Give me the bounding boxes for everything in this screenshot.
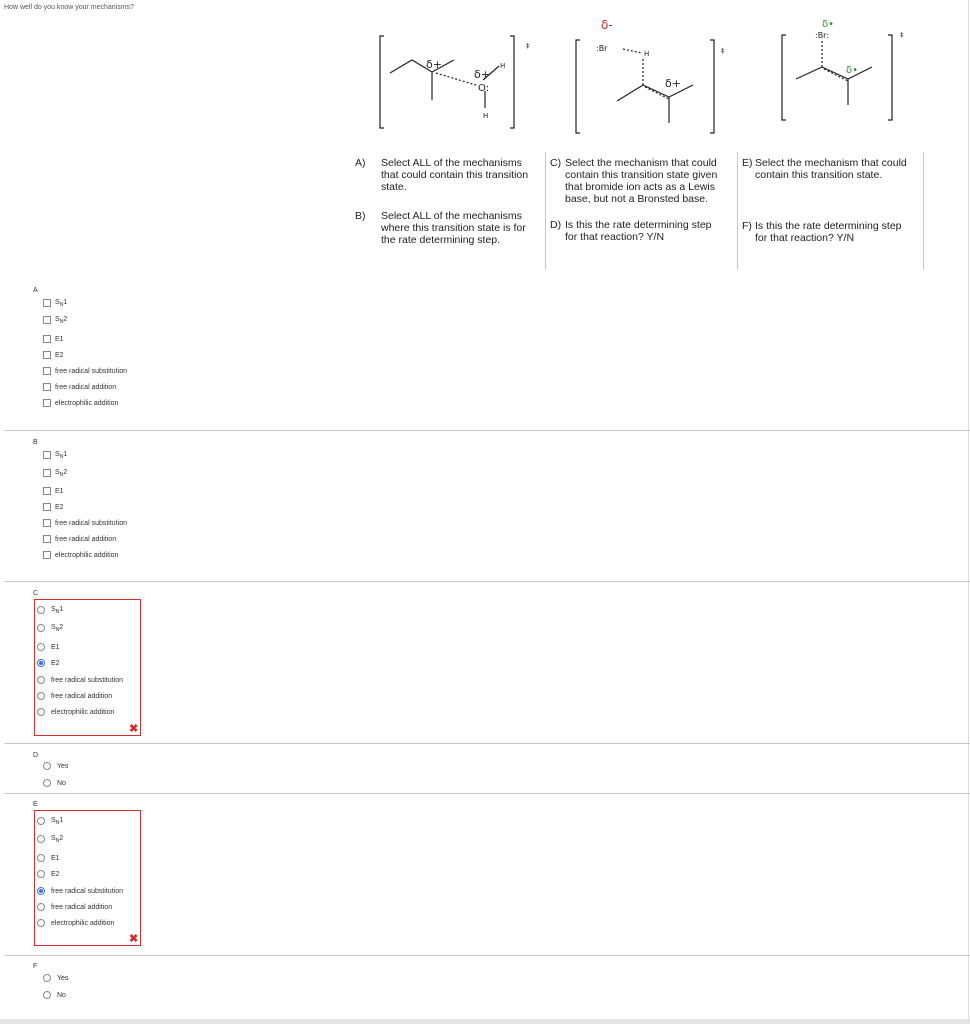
column-divider-2	[737, 152, 738, 270]
radio[interactable]	[37, 919, 45, 927]
option-label: E2	[51, 659, 60, 667]
x-mark-icon: ✖	[129, 723, 139, 735]
question-a-text: Select ALL of the mechanisms that could contain this transition state.	[381, 157, 529, 193]
option-label: $S_N2$	[55, 315, 68, 325]
question-e	[742, 157, 927, 185]
structure-1-delta-2: δ+	[474, 68, 490, 81]
checkbox[interactable]	[43, 316, 51, 324]
section-b-option-frs[interactable]	[43, 517, 127, 529]
section-a-option-sn2[interactable]	[43, 314, 67, 326]
option-label: electrophilic addition	[51, 708, 115, 716]
question-e-letter: E)	[742, 157, 753, 169]
option-label: Yes	[57, 974, 69, 982]
structure-1-dagger: ‡	[526, 42, 530, 50]
question-d-text: Is this the rate determining step for that reaction? Y/N	[565, 219, 712, 243]
section-e-label: E	[33, 801, 38, 808]
divider	[4, 793, 970, 794]
question-c-letter: C)	[550, 157, 562, 169]
radio-selected[interactable]	[37, 659, 45, 667]
section-f-label: F	[33, 963, 38, 970]
section-a-option-fra[interactable]	[43, 381, 116, 393]
column-divider-1	[545, 152, 546, 270]
option-label: E2	[51, 870, 60, 878]
structure-2-dagger: ‡	[721, 47, 725, 55]
question-f-letter: F)	[742, 220, 752, 232]
structure-2-image	[565, 15, 740, 140]
option-label: No	[57, 779, 66, 787]
section-a-option-e2[interactable]	[43, 349, 64, 361]
column-divider-3	[923, 152, 924, 270]
option-label: free radical substitution	[51, 676, 123, 684]
structure-1-oxygen: O:	[478, 83, 490, 94]
option-label: electrophilic addition	[55, 399, 119, 407]
structure-1-h-top: H	[500, 62, 506, 70]
radio[interactable]	[37, 854, 45, 862]
question-d	[550, 219, 735, 247]
radio[interactable]	[37, 624, 45, 632]
radio[interactable]	[43, 779, 51, 787]
option-label: $S_N1$	[51, 605, 64, 615]
question-e-text: Select the mechanism that could contain this transition state.	[755, 157, 907, 181]
option-label: free radical addition	[51, 903, 113, 911]
checkbox[interactable]	[43, 367, 51, 375]
option-label: E1	[51, 854, 60, 862]
radio[interactable]	[37, 606, 45, 614]
page-title: How well do you know your mechanisms?	[4, 4, 134, 11]
bottom-bar	[0, 1019, 970, 1024]
checkbox[interactable]	[43, 535, 51, 543]
section-a-option-ea[interactable]	[43, 397, 118, 409]
radio[interactable]	[43, 974, 51, 982]
section-c-label: C	[33, 590, 39, 597]
divider	[4, 581, 970, 582]
option-label: $S_N2$	[55, 468, 68, 478]
divider	[4, 743, 970, 744]
section-c-option-sn1[interactable]	[37, 604, 63, 616]
question-f	[742, 220, 927, 248]
structure-1-delta-1: δ+	[426, 58, 442, 71]
section-e-option-sn2[interactable]	[37, 833, 63, 845]
section-a-option-e1[interactable]	[43, 333, 64, 345]
checkbox[interactable]	[43, 469, 51, 477]
section-c-option-sn2[interactable]	[37, 622, 63, 634]
option-label: free radical substitution	[55, 519, 127, 527]
section-a-option-sn1[interactable]	[43, 297, 67, 309]
structure-1-image	[370, 28, 545, 138]
checkbox[interactable]	[43, 451, 51, 459]
question-c-text: Select the mechanism that could contain this transition state given that bromide ion acts as a Lewis base, but not a Bronsted base.	[565, 157, 718, 205]
radio[interactable]	[43, 991, 51, 999]
radio[interactable]	[37, 676, 45, 684]
divider	[4, 955, 970, 956]
section-e-option-frs[interactable]	[37, 885, 123, 897]
section-d-label: D	[33, 752, 39, 759]
structure-3-dagger: ‡	[900, 31, 904, 39]
radio[interactable]	[37, 708, 45, 716]
section-b-option-e1[interactable]	[43, 485, 64, 497]
option-label: electrophilic addition	[51, 919, 115, 927]
question-b-letter: B)	[355, 210, 366, 222]
checkbox[interactable]	[43, 335, 51, 343]
x-mark-icon: ✖	[129, 933, 139, 945]
option-label: E1	[51, 643, 60, 651]
section-f-option-yes[interactable]	[43, 972, 68, 984]
section-b-option-ea[interactable]	[43, 549, 118, 561]
option-label: E1	[55, 487, 64, 495]
option-label: E2	[55, 351, 64, 359]
section-b-option-sn1[interactable]	[43, 449, 67, 461]
option-label: free radical addition	[51, 692, 113, 700]
option-label: free radical substitution	[55, 367, 127, 375]
question-d-letter: D)	[550, 219, 562, 231]
question-c	[550, 157, 735, 209]
radio[interactable]	[37, 835, 45, 843]
section-e-option-e1[interactable]	[37, 852, 60, 864]
option-label: free radical addition	[55, 535, 117, 543]
option-label: free radical substitution	[51, 887, 123, 895]
option-label: $S_N1$	[55, 298, 68, 308]
structure-3-delta-mid: δ•	[846, 65, 859, 76]
section-e-option-ea[interactable]	[37, 917, 114, 929]
checkbox[interactable]	[43, 551, 51, 559]
question-a-letter: A)	[355, 157, 366, 169]
structure-2-hydrogen: H	[644, 50, 650, 58]
checkbox[interactable]	[43, 487, 51, 495]
section-b-option-e2[interactable]	[43, 501, 64, 513]
radio[interactable]	[37, 643, 45, 651]
radio[interactable]	[37, 692, 45, 700]
option-label: $S_N2$	[51, 623, 64, 633]
radio[interactable]	[43, 762, 51, 770]
section-a-label: A	[33, 287, 38, 294]
structure-1-h-bottom: H	[483, 112, 489, 120]
option-label: $S_N2$	[51, 834, 64, 844]
radio[interactable]	[37, 817, 45, 825]
section-c-option-e2[interactable]	[37, 657, 60, 669]
radio-selected[interactable]	[37, 887, 45, 895]
section-b-label: B	[33, 439, 38, 446]
option-label: electrophilic addition	[55, 551, 119, 559]
question-f-text: Is this the rate determining step for that reaction? Y/N	[755, 220, 902, 244]
divider	[4, 430, 970, 431]
right-border	[968, 0, 969, 1024]
radio[interactable]	[37, 870, 45, 878]
checkbox[interactable]	[43, 503, 51, 511]
structure-2-delta-plus: δ+	[665, 77, 681, 90]
section-c-option-ea[interactable]	[37, 706, 114, 718]
question-a	[355, 157, 543, 197]
structure-2-bromine: :Br	[596, 44, 608, 53]
option-label: free radical addition	[55, 383, 117, 391]
checkbox[interactable]	[43, 399, 51, 407]
option-label: $S_N1$	[51, 816, 64, 826]
section-b-option-sn2[interactable]	[43, 467, 67, 479]
checkbox[interactable]	[43, 351, 51, 359]
radio[interactable]	[37, 903, 45, 911]
option-label: E1	[55, 335, 64, 343]
section-d-option-no[interactable]	[43, 777, 66, 789]
section-c-option-fra[interactable]	[37, 690, 112, 702]
option-label: Yes	[57, 762, 69, 770]
option-label: No	[57, 991, 66, 999]
section-e-option-e2[interactable]	[37, 868, 60, 880]
structure-3-delta-top: δ•	[822, 19, 835, 30]
section-d-option-yes[interactable]	[43, 760, 68, 772]
section-e-option-sn1[interactable]	[37, 815, 63, 827]
question-b-text: Select ALL of the mechanisms where this transition state is for the rate determining step.	[381, 210, 526, 246]
option-label: $S_N1$	[55, 450, 68, 460]
structure-3-bromine: :Br:	[815, 31, 830, 40]
section-c-option-frs[interactable]	[37, 674, 123, 686]
structure-2-delta-minus: δ-	[601, 18, 613, 32]
structure-3-image	[770, 15, 920, 125]
checkbox[interactable]	[43, 519, 51, 527]
question-b	[355, 210, 543, 250]
checkbox[interactable]	[43, 383, 51, 391]
section-c-option-e1[interactable]	[37, 641, 60, 653]
option-label: E2	[55, 503, 64, 511]
section-e-option-fra[interactable]	[37, 901, 112, 913]
section-b-option-fra[interactable]	[43, 533, 116, 545]
section-f-option-no[interactable]	[43, 989, 66, 1001]
checkbox[interactable]	[43, 299, 51, 307]
section-a-option-frs[interactable]	[43, 365, 127, 377]
